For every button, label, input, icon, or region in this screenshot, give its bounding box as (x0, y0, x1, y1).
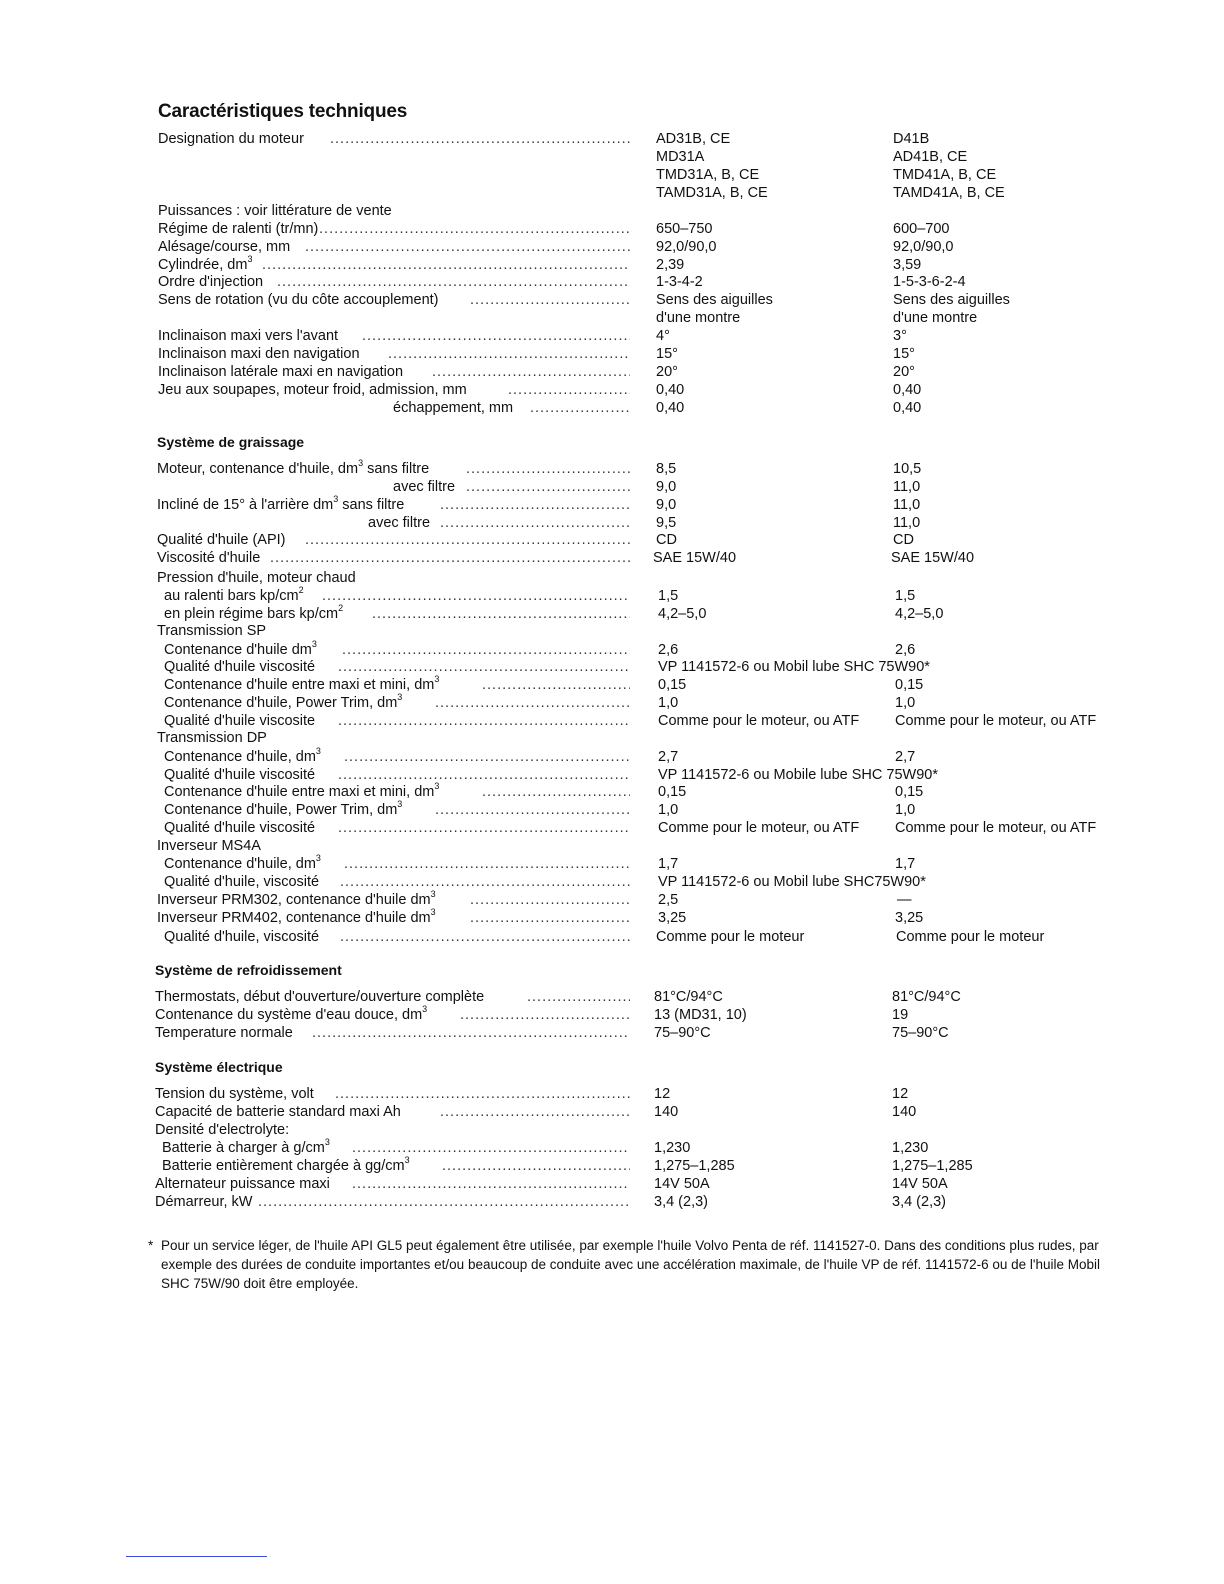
value-col2: 1,0 (895, 695, 916, 711)
spec-row-incline-avec-filtre (0, 514, 1224, 532)
value-col1: 1,0 (658, 695, 679, 711)
value-col2: 0,15 (895, 677, 924, 693)
value-col1: TAMD31A, B, CE (656, 185, 768, 201)
dot-leader (482, 676, 630, 694)
dot-leader (340, 928, 630, 946)
dot-leader (258, 1193, 630, 1211)
value-col1: VP 1141572-6 ou Mobile lube SHC 75W90* (658, 767, 938, 783)
value-col2: d'une montre (893, 310, 978, 326)
dot-leader (322, 587, 630, 605)
value-col2: 1,5 (895, 588, 916, 604)
value-col2: SAE 15W/40 (891, 550, 975, 566)
spec-row-densite (0, 1121, 1224, 1139)
spec-row-pression-ralenti (0, 587, 1224, 605)
spec-row-incline-sans-filtre (0, 496, 1224, 514)
dot-leader (530, 399, 630, 417)
value-col2: 10,5 (893, 461, 922, 477)
dot-leader (372, 605, 630, 623)
value-col2: D41B (893, 131, 930, 147)
spec-label: Moteur, contenance d'huile, $dm^3$ sans filtre (157, 458, 430, 477)
value-col1: 92,0/90,0 (656, 239, 717, 255)
spec-label: Qualité d'huile viscosite (164, 713, 316, 729)
value-col2: Comme pour le moteur, ou ATF (895, 820, 1097, 836)
value-col1: 8,5 (656, 461, 677, 477)
spec-label: Sens de rotation (vu du côte accouplement) (158, 292, 439, 308)
spec-label: Régime de ralenti (tr/mn) (158, 221, 319, 237)
dot-leader (338, 766, 630, 784)
dot-leader (277, 273, 630, 291)
spec-row-tension (0, 1085, 1224, 1103)
value-col2: 12 (892, 1086, 909, 1102)
value-col1: MD31A (656, 149, 705, 165)
dot-leader (314, 220, 630, 238)
value-col1: d'une montre (656, 310, 741, 326)
value-col2: 3,25 (895, 910, 924, 926)
spec-row-ms4a-contenance (0, 855, 1224, 873)
value-col2: CD (893, 532, 914, 548)
spec-label: Inclinaison latérale maxi en navigation (158, 364, 404, 380)
spec-label: au ralenti bars $kp/cm^2$ (164, 585, 304, 604)
dot-leader (338, 712, 630, 730)
value-col1: 140 (654, 1104, 679, 1120)
spec-row-rotation-2 (0, 309, 1224, 327)
dot-leader (352, 1175, 630, 1193)
dot-leader (460, 1006, 630, 1024)
value-col2: 20° (893, 364, 915, 380)
spec-row-sp-qualite-2 (0, 712, 1224, 730)
value-col1: VP 1141572-6 ou Mobil lube SHC 75W90* (658, 659, 930, 675)
spec-row-ordre (0, 273, 1224, 291)
dot-leader (262, 256, 630, 274)
spec-label: Contenance d'huile entre maxi et mini, $dm^3$ (164, 781, 440, 800)
spec-label: Qualité d'huile (API) (157, 532, 286, 548)
value-col2: TMD41A, B, CE (893, 167, 997, 183)
value-col2: 11,0 (893, 515, 921, 531)
value-col2: 3,4 (2,3) (892, 1194, 946, 1210)
dot-leader (440, 496, 630, 514)
dot-leader (305, 531, 630, 549)
dot-leader (338, 658, 630, 676)
dot-leader (482, 783, 630, 801)
spec-row-qualite (0, 531, 1224, 549)
spec-label: Contenance d'huile, $dm^3$ (164, 853, 321, 872)
section-heading-graissage: Système de graissage (157, 434, 305, 450)
spec-label: Tension du système, volt (155, 1086, 314, 1102)
value-col1: TMD31A, B, CE (656, 167, 760, 183)
spec-label: Transmission SP (157, 623, 267, 639)
value-col1: VP 1141572-6 ou Mobil lube SHC75W90* (658, 874, 926, 890)
spec-label: Densité d'electrolyte: (155, 1122, 290, 1138)
spec-row-ms4a-title (0, 837, 1224, 855)
value-col1: CD (656, 532, 677, 548)
spec-label: Contenance d'huile, $dm^3$ (164, 746, 321, 765)
spec-row-sp-title (0, 622, 1224, 640)
value-col1: 3,25 (658, 910, 687, 926)
value-col2: 92,0/90,0 (893, 239, 954, 255)
value-col1: 0,40 (656, 400, 685, 416)
value-col2: 600–700 (893, 221, 950, 237)
value-col2: TAMD41A, B, CE (893, 185, 1005, 201)
dot-leader (466, 478, 630, 496)
spec-row-sp-entre (0, 676, 1224, 694)
value-col1: 4,2–5,0 (658, 606, 707, 622)
spec-row-dp-entre (0, 783, 1224, 801)
value-col1: Comme pour le moteur, ou ATF (658, 713, 860, 729)
value-col2: 2,7 (895, 749, 916, 765)
spec-row-designation-2 (0, 148, 1224, 166)
dot-leader (435, 801, 630, 819)
dot-leader (352, 1139, 630, 1157)
spec-row-dp-qualite (0, 766, 1224, 784)
value-col1: 0,15 (658, 677, 687, 693)
spec-row-batterie-charger (0, 1139, 1224, 1157)
spec-row-jeu-echappement (0, 399, 1224, 417)
value-col1: Sens des aiguilles (656, 292, 773, 308)
value-col2: 3° (893, 328, 907, 344)
dot-leader (470, 891, 630, 909)
dot-leader (470, 909, 630, 927)
value-col2: 4,2–5,0 (895, 606, 944, 622)
dot-leader (440, 1103, 630, 1121)
spec-label: avec filtre (393, 479, 456, 495)
spec-label: en plein régime bars $kp/cm^2$ (164, 603, 344, 622)
value-col2: 14V 50A (892, 1176, 948, 1192)
dot-leader (342, 641, 630, 659)
dot-leader (470, 291, 630, 309)
value-col2: Comme pour le moteur (896, 929, 1045, 945)
spec-row-prm402 (0, 909, 1224, 927)
page-title: Caractéristiques techniques (158, 101, 408, 122)
spec-row-dp-contenance (0, 748, 1224, 766)
value-col2: 3,59 (893, 257, 922, 273)
dot-leader (527, 988, 630, 1006)
spec-row-pression-plein (0, 605, 1224, 623)
value-col1: 1,275–1,285 (654, 1158, 735, 1174)
value-col2: 11,0 (893, 497, 921, 513)
value-col1: 75–90°C (654, 1025, 711, 1041)
value-col1: 1,0 (658, 802, 679, 818)
spec-row-batterie-chargee (0, 1157, 1224, 1175)
spec-label: Transmission DP (157, 730, 267, 746)
spec-row-prm302 (0, 891, 1224, 909)
spec-label: Contenance d'huile, Power Trim, $dm^3$ (164, 799, 403, 818)
spec-row-demarreur (0, 1193, 1224, 1211)
value-col2: AD41B, CE (893, 149, 968, 165)
spec-row-capacite (0, 1103, 1224, 1121)
value-col2: — (897, 892, 912, 908)
spec-label: Incliné de 15° à l'arrière $dm^3$ sans filtre (157, 494, 405, 513)
value-col2: 11,0 (893, 479, 921, 495)
spec-row-contenance-eau (0, 1006, 1224, 1024)
spec-row-incl-nav (0, 345, 1224, 363)
value-col1: SAE 15W/40 (653, 550, 737, 566)
value-col1: 1,5 (658, 588, 679, 604)
value-col2: 0,15 (895, 784, 924, 800)
spec-label: Qualité d'huile viscosité (164, 767, 316, 783)
spec-label: Jeu aux soupapes, moteur froid, admission, mm (158, 382, 467, 398)
spec-label: Batterie à charger à $g/cm^3$ (162, 1137, 330, 1156)
value-col2: 1,275–1,285 (892, 1158, 973, 1174)
page-bottom-rule (126, 1556, 267, 1557)
dot-leader (312, 1024, 630, 1042)
spec-label: Alésage/course, mm (158, 239, 291, 255)
spec-row-designation (0, 130, 1224, 148)
spec-row-temperature (0, 1024, 1224, 1042)
spec-row-alesage (0, 238, 1224, 256)
value-col2: 2,6 (895, 642, 916, 658)
value-col1: 20° (656, 364, 678, 380)
spec-row-puissances (0, 202, 1224, 220)
value-col1: 0,15 (658, 784, 687, 800)
value-col1: 9,5 (656, 515, 677, 531)
spec-label: Qualité d'huile viscosité (164, 820, 316, 836)
dot-leader (432, 363, 630, 381)
value-col1: 13 (MD31, 10) (654, 1007, 747, 1023)
spec-label: Contenance d'huile $dm^3$ (164, 639, 317, 658)
spec-label: Capacité de batterie standard maxi Ah (155, 1104, 401, 1120)
value-col2: 1,7 (895, 856, 916, 872)
dot-leader (270, 549, 630, 567)
section-heading-electrique: Système électrique (155, 1059, 283, 1075)
spec-row-cylindree (0, 256, 1224, 274)
spec-label: Viscosité d'huile (157, 550, 261, 566)
spec-row-rotation (0, 291, 1224, 309)
value-col2: 0,40 (893, 400, 922, 416)
spec-row-ralenti (0, 220, 1224, 238)
spec-label: Démarreur, kW (155, 1194, 253, 1210)
value-col1: Comme pour le moteur (656, 929, 805, 945)
spec-row-alternateur (0, 1175, 1224, 1193)
value-col1: 3,4 (2,3) (654, 1194, 708, 1210)
spec-label: Contenance d'huile, Power Trim, $dm^3$ (164, 692, 403, 711)
value-col2: 140 (892, 1104, 917, 1120)
spec-row-incl-lat (0, 363, 1224, 381)
spec-label: Thermostats, début d'ouverture/ouverture complète (155, 989, 485, 1005)
dot-leader (305, 238, 630, 256)
spec-row-designation-3 (0, 166, 1224, 184)
value-col2: Comme pour le moteur, ou ATF (895, 713, 1097, 729)
spec-label: Pression d'huile, moteur chaud (157, 570, 356, 586)
spec-label: Contenance d'huile entre maxi et mini, $dm^3$ (164, 674, 440, 693)
value-col1: 2,5 (658, 892, 679, 908)
value-col2: Sens des aiguilles (893, 292, 1010, 308)
spec-label: Qualité d'huile viscosité (164, 659, 316, 675)
spec-label: Alternateur puissance maxi (155, 1176, 330, 1192)
spec-label: Inverseur MS4A (157, 838, 261, 854)
spec-row-moteur-sans-filtre (0, 460, 1224, 478)
value-col2: 81°C/94°C (892, 989, 961, 1005)
spec-label: Cylindrée, $dm^3$ (158, 254, 253, 273)
dot-leader (440, 514, 630, 532)
spec-row-pression (0, 569, 1224, 587)
value-col1: 2,39 (656, 257, 685, 273)
spec-label: Designation du moteur (158, 131, 304, 147)
dot-leader (335, 1085, 630, 1103)
spec-label: avec filtre (368, 515, 431, 531)
value-col1: 1,230 (654, 1140, 691, 1156)
spec-row-dp-title (0, 729, 1224, 747)
dot-leader (344, 855, 630, 873)
spec-label: Ordre d'injection (158, 274, 264, 290)
dot-leader (362, 327, 630, 345)
value-col2: 1,0 (895, 802, 916, 818)
value-col1: AD31B, CE (656, 131, 731, 147)
spec-label: Inverseur PRM402, contenance d'huile $dm^3$ (157, 907, 436, 926)
footnote-marker: * (148, 1238, 154, 1253)
spec-row-dp-trim (0, 801, 1224, 819)
value-col1: 2,6 (658, 642, 679, 658)
dot-leader (330, 130, 630, 148)
dot-leader (508, 381, 630, 399)
dot-leader (338, 819, 630, 837)
spec-row-viscosite (0, 549, 1224, 567)
spec-row-thermostats (0, 988, 1224, 1006)
spec-row-incl-avant (0, 327, 1224, 345)
value-col1: 1-3-4-2 (656, 274, 703, 290)
spec-row-jeu-admission (0, 381, 1224, 399)
spec-row-sp-qualite (0, 658, 1224, 676)
dot-leader (344, 748, 630, 766)
spec-row-moteur-avec-filtre (0, 478, 1224, 496)
dot-leader (466, 460, 630, 478)
value-col2: 75–90°C (892, 1025, 949, 1041)
spec-label: Qualité d'huile, viscosité (164, 874, 320, 890)
value-col1: Comme pour le moteur, ou ATF (658, 820, 860, 836)
footnote-text: Pour un service léger, de l'huile API GL5 peut également être utilisée, par exemple l'huile Volvo Penta de réf. 1141527-0. Dans des conditions plus rudes, par exemple des durées de conduite importantes et/ou beaucoup de conduite avec une accélération maximale, de l'huile VP de réf. 1141572-6 ou de l'huile Mobil SHC 75W/90 doit être employée. (161, 1238, 1101, 1291)
value-col1: 14V 50A (654, 1176, 710, 1192)
spec-label: Temperature normale (155, 1025, 293, 1041)
spec-label: Batterie entièrement chargée à $gg/cm^3$ (162, 1155, 410, 1174)
value-col1: 0,40 (656, 382, 685, 398)
dot-leader (340, 873, 630, 891)
spec-label: Inclinaison maxi vers l'avant (158, 328, 339, 344)
value-col1: 12 (654, 1086, 671, 1102)
value-col2: 1,230 (892, 1140, 929, 1156)
spec-row-dp-qualite-2 (0, 819, 1224, 837)
section-heading-refroidissement: Système de refroidissement (155, 962, 342, 978)
spec-label: Inclinaison maxi den navigation (158, 346, 360, 362)
dot-leader (435, 694, 630, 712)
spec-row-ms4a-qualite (0, 873, 1224, 891)
dot-leader (388, 345, 630, 363)
value-col1: 4° (656, 328, 670, 344)
dot-leader (442, 1157, 630, 1175)
value-col1: 650–750 (656, 221, 713, 237)
value-col2: 0,40 (893, 382, 922, 398)
value-col2: 19 (892, 1007, 909, 1023)
spec-row-sp-contenance (0, 641, 1224, 659)
value-col1: 81°C/94°C (654, 989, 723, 1005)
value-col1: 15° (656, 346, 678, 362)
value-col1: 9,0 (656, 497, 677, 513)
spec-label: échappement, mm (393, 400, 514, 416)
spec-label: Qualité d'huile, viscosité (164, 929, 320, 945)
spec-row-sp-trim (0, 694, 1224, 712)
value-col1: 2,7 (658, 749, 679, 765)
spec-row-prm-qualite (0, 928, 1224, 946)
spec-label: Inverseur PRM302, contenance d'huile $dm^3$ (157, 889, 436, 908)
value-col2: 1-5-3-6-2-4 (893, 274, 966, 290)
spec-row-designation-4 (0, 184, 1224, 202)
value-col1: 9,0 (656, 479, 677, 495)
spec-label: Puissances : voir littérature de vente (158, 203, 392, 219)
spec-label: Contenance du système d'eau douce, $dm^3$ (155, 1004, 428, 1023)
value-col1: 1,7 (658, 856, 679, 872)
value-col2: 15° (893, 346, 915, 362)
